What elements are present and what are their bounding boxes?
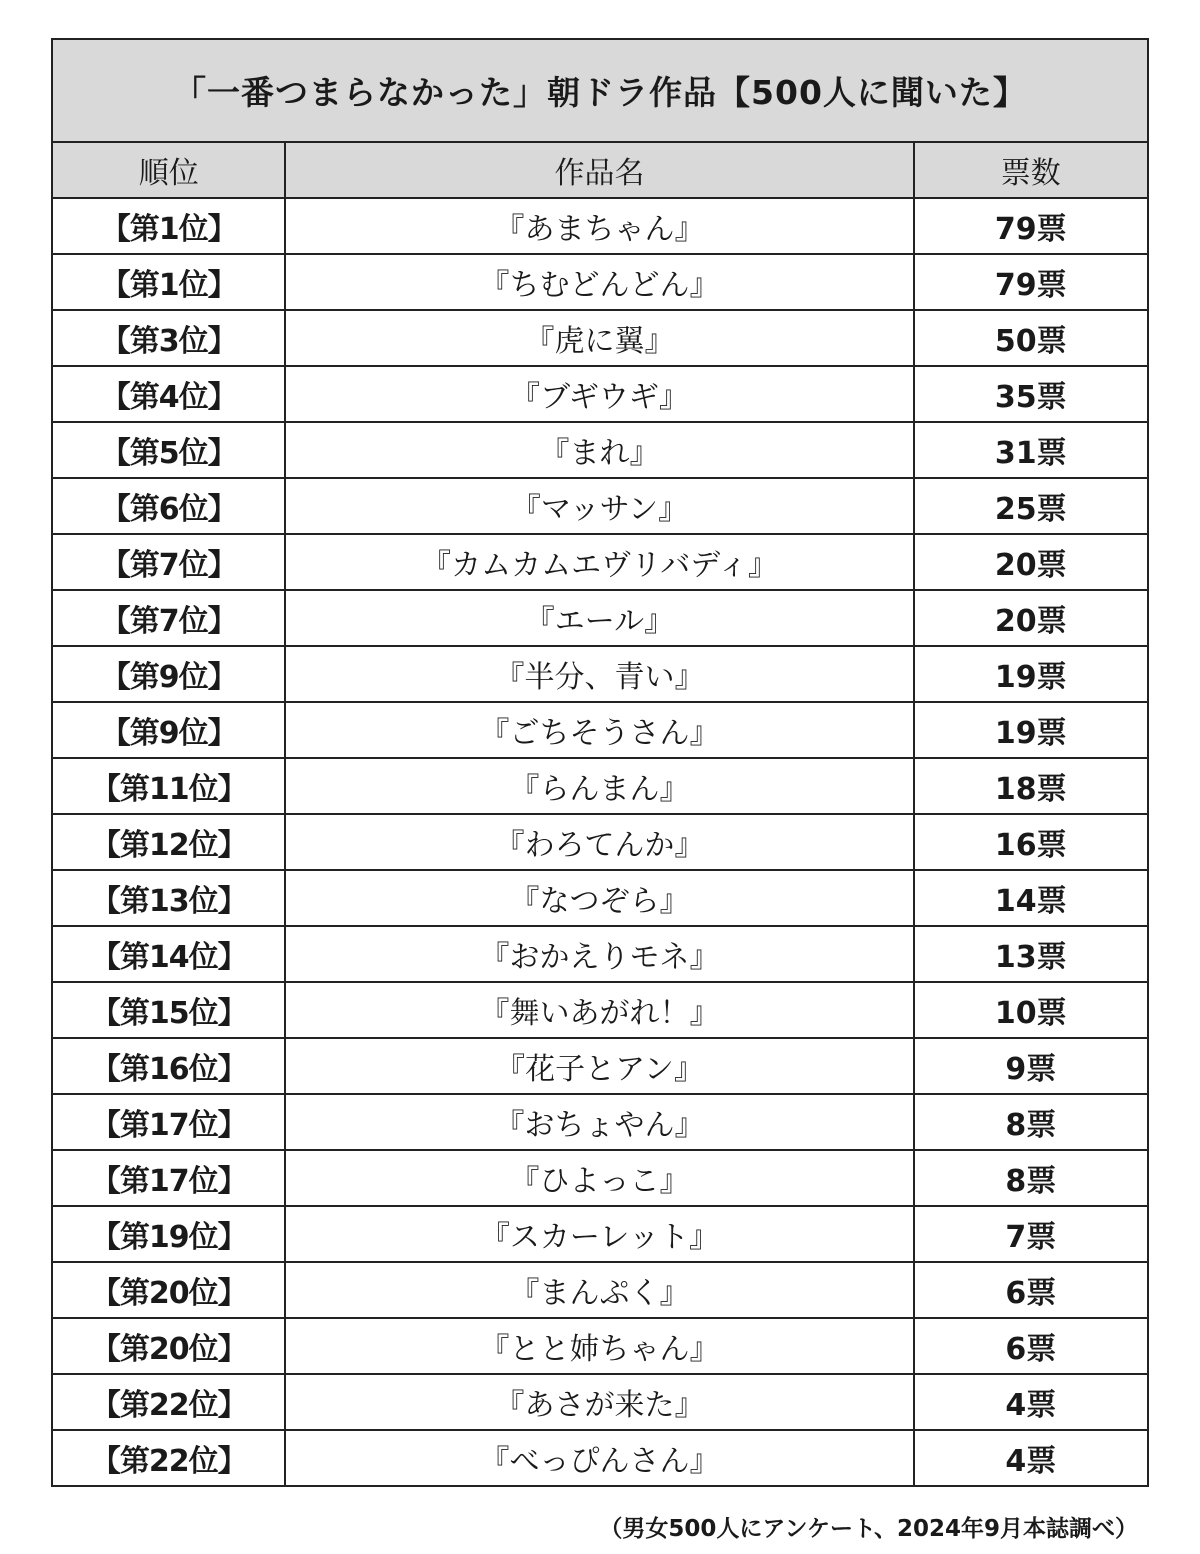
- title-cell: 『とと姉ちゃん』: [285, 1318, 913, 1374]
- table-row: [52, 982, 1148, 1038]
- table-title: 「一番つまらなかった」朝ドラ作品【500人に聞いた】: [52, 39, 1148, 142]
- rank-cell: 【第5位】: [52, 422, 285, 478]
- title-cell: 『ひよっこ』: [285, 1150, 913, 1206]
- rank-cell: 【第14位】: [52, 926, 285, 982]
- title-cell: 『虎に翼』: [285, 310, 913, 366]
- header-votes: 票数: [914, 142, 1148, 198]
- rank-cell: 【第22位】: [52, 1430, 285, 1486]
- rank-cell: 【第9位】: [52, 646, 285, 702]
- title-cell: 『らんまん』: [285, 758, 913, 814]
- title-cell: 『マッサン』: [285, 478, 913, 534]
- table-row: [52, 870, 1148, 926]
- rank-cell: 【第9位】: [52, 702, 285, 758]
- table-row: [52, 198, 1148, 254]
- title-cell: 『おかえりモネ』: [285, 926, 913, 982]
- votes-cell: 4票: [914, 1430, 1148, 1486]
- votes-cell: 20票: [914, 534, 1148, 590]
- rank-cell: 【第12位】: [52, 814, 285, 870]
- votes-cell: 10票: [914, 982, 1148, 1038]
- title-cell: 『なつぞら』: [285, 870, 913, 926]
- votes-cell: 19票: [914, 646, 1148, 702]
- table-row: [52, 1206, 1148, 1262]
- title-cell: 『ちむどんどん』: [285, 254, 913, 310]
- table-row: [52, 1150, 1148, 1206]
- footnote: （男女500人にアンケート、2024年9月本誌調べ）: [599, 1516, 1138, 1542]
- title-cell: 『わろてんか』: [285, 814, 913, 870]
- votes-cell: 35票: [914, 366, 1148, 422]
- table-row: [52, 758, 1148, 814]
- ranking-table: [51, 38, 1149, 1487]
- title-cell: 『おちょやん』: [285, 1094, 913, 1150]
- table-row: [52, 1262, 1148, 1318]
- title-cell: 『あさが来た』: [285, 1374, 913, 1430]
- rank-cell: 【第4位】: [52, 366, 285, 422]
- table-row: [52, 1374, 1148, 1430]
- table-row: [52, 814, 1148, 870]
- table-row: [52, 422, 1148, 478]
- header-rank: 順位: [52, 142, 285, 198]
- table-row: [52, 646, 1148, 702]
- title-cell: 『ブギウギ』: [285, 366, 913, 422]
- table-body: [52, 198, 1148, 1486]
- votes-cell: 6票: [914, 1262, 1148, 1318]
- table-row: [52, 1430, 1148, 1486]
- rank-cell: 【第19位】: [52, 1206, 285, 1262]
- title-cell: 『エール』: [285, 590, 913, 646]
- title-cell: 『あまちゃん』: [285, 198, 913, 254]
- table-row: [52, 534, 1148, 590]
- votes-cell: 8票: [914, 1150, 1148, 1206]
- rank-cell: 【第22位】: [52, 1374, 285, 1430]
- table-row: [52, 1318, 1148, 1374]
- title-cell: 『半分、青い』: [285, 646, 913, 702]
- title-cell: 『ごちそうさん』: [285, 702, 913, 758]
- votes-cell: 13票: [914, 926, 1148, 982]
- votes-cell: 4票: [914, 1374, 1148, 1430]
- rank-cell: 【第16位】: [52, 1038, 285, 1094]
- title-cell: 『花子とアン』: [285, 1038, 913, 1094]
- header-row: [52, 142, 1148, 198]
- table-row: [52, 1094, 1148, 1150]
- title-cell: 『スカーレット』: [285, 1206, 913, 1262]
- votes-cell: 31票: [914, 422, 1148, 478]
- table-row: [52, 926, 1148, 982]
- rank-cell: 【第11位】: [52, 758, 285, 814]
- title-cell: 『舞いあがれ！』: [285, 982, 913, 1038]
- title-row: [52, 39, 1148, 142]
- rank-cell: 【第17位】: [52, 1150, 285, 1206]
- votes-cell: 79票: [914, 198, 1148, 254]
- rank-cell: 【第17位】: [52, 1094, 285, 1150]
- rank-cell: 【第7位】: [52, 534, 285, 590]
- title-cell: 『まんぷく』: [285, 1262, 913, 1318]
- votes-cell: 8票: [914, 1094, 1148, 1150]
- votes-cell: 19票: [914, 702, 1148, 758]
- votes-cell: 25票: [914, 478, 1148, 534]
- table-row: [52, 702, 1148, 758]
- table-row: [52, 310, 1148, 366]
- votes-cell: 18票: [914, 758, 1148, 814]
- rank-cell: 【第1位】: [52, 254, 285, 310]
- header-title: 作品名: [285, 142, 913, 198]
- rank-cell: 【第20位】: [52, 1318, 285, 1374]
- rank-cell: 【第6位】: [52, 478, 285, 534]
- votes-cell: 20票: [914, 590, 1148, 646]
- rank-cell: 【第15位】: [52, 982, 285, 1038]
- votes-cell: 7票: [914, 1206, 1148, 1262]
- title-cell: 『べっぴんさん』: [285, 1430, 913, 1486]
- title-cell: 『まれ』: [285, 422, 913, 478]
- rank-cell: 【第3位】: [52, 310, 285, 366]
- rank-cell: 【第7位】: [52, 590, 285, 646]
- table-row: [52, 254, 1148, 310]
- table-row: [52, 478, 1148, 534]
- rank-cell: 【第13位】: [52, 870, 285, 926]
- votes-cell: 6票: [914, 1318, 1148, 1374]
- table-row: [52, 590, 1148, 646]
- rank-cell: 【第1位】: [52, 198, 285, 254]
- votes-cell: 16票: [914, 814, 1148, 870]
- table-row: [52, 1038, 1148, 1094]
- table-row: [52, 366, 1148, 422]
- votes-cell: 9票: [914, 1038, 1148, 1094]
- rank-cell: 【第20位】: [52, 1262, 285, 1318]
- votes-cell: 79票: [914, 254, 1148, 310]
- title-cell: 『カムカムエヴリバディ』: [285, 534, 913, 590]
- votes-cell: 50票: [914, 310, 1148, 366]
- votes-cell: 14票: [914, 870, 1148, 926]
